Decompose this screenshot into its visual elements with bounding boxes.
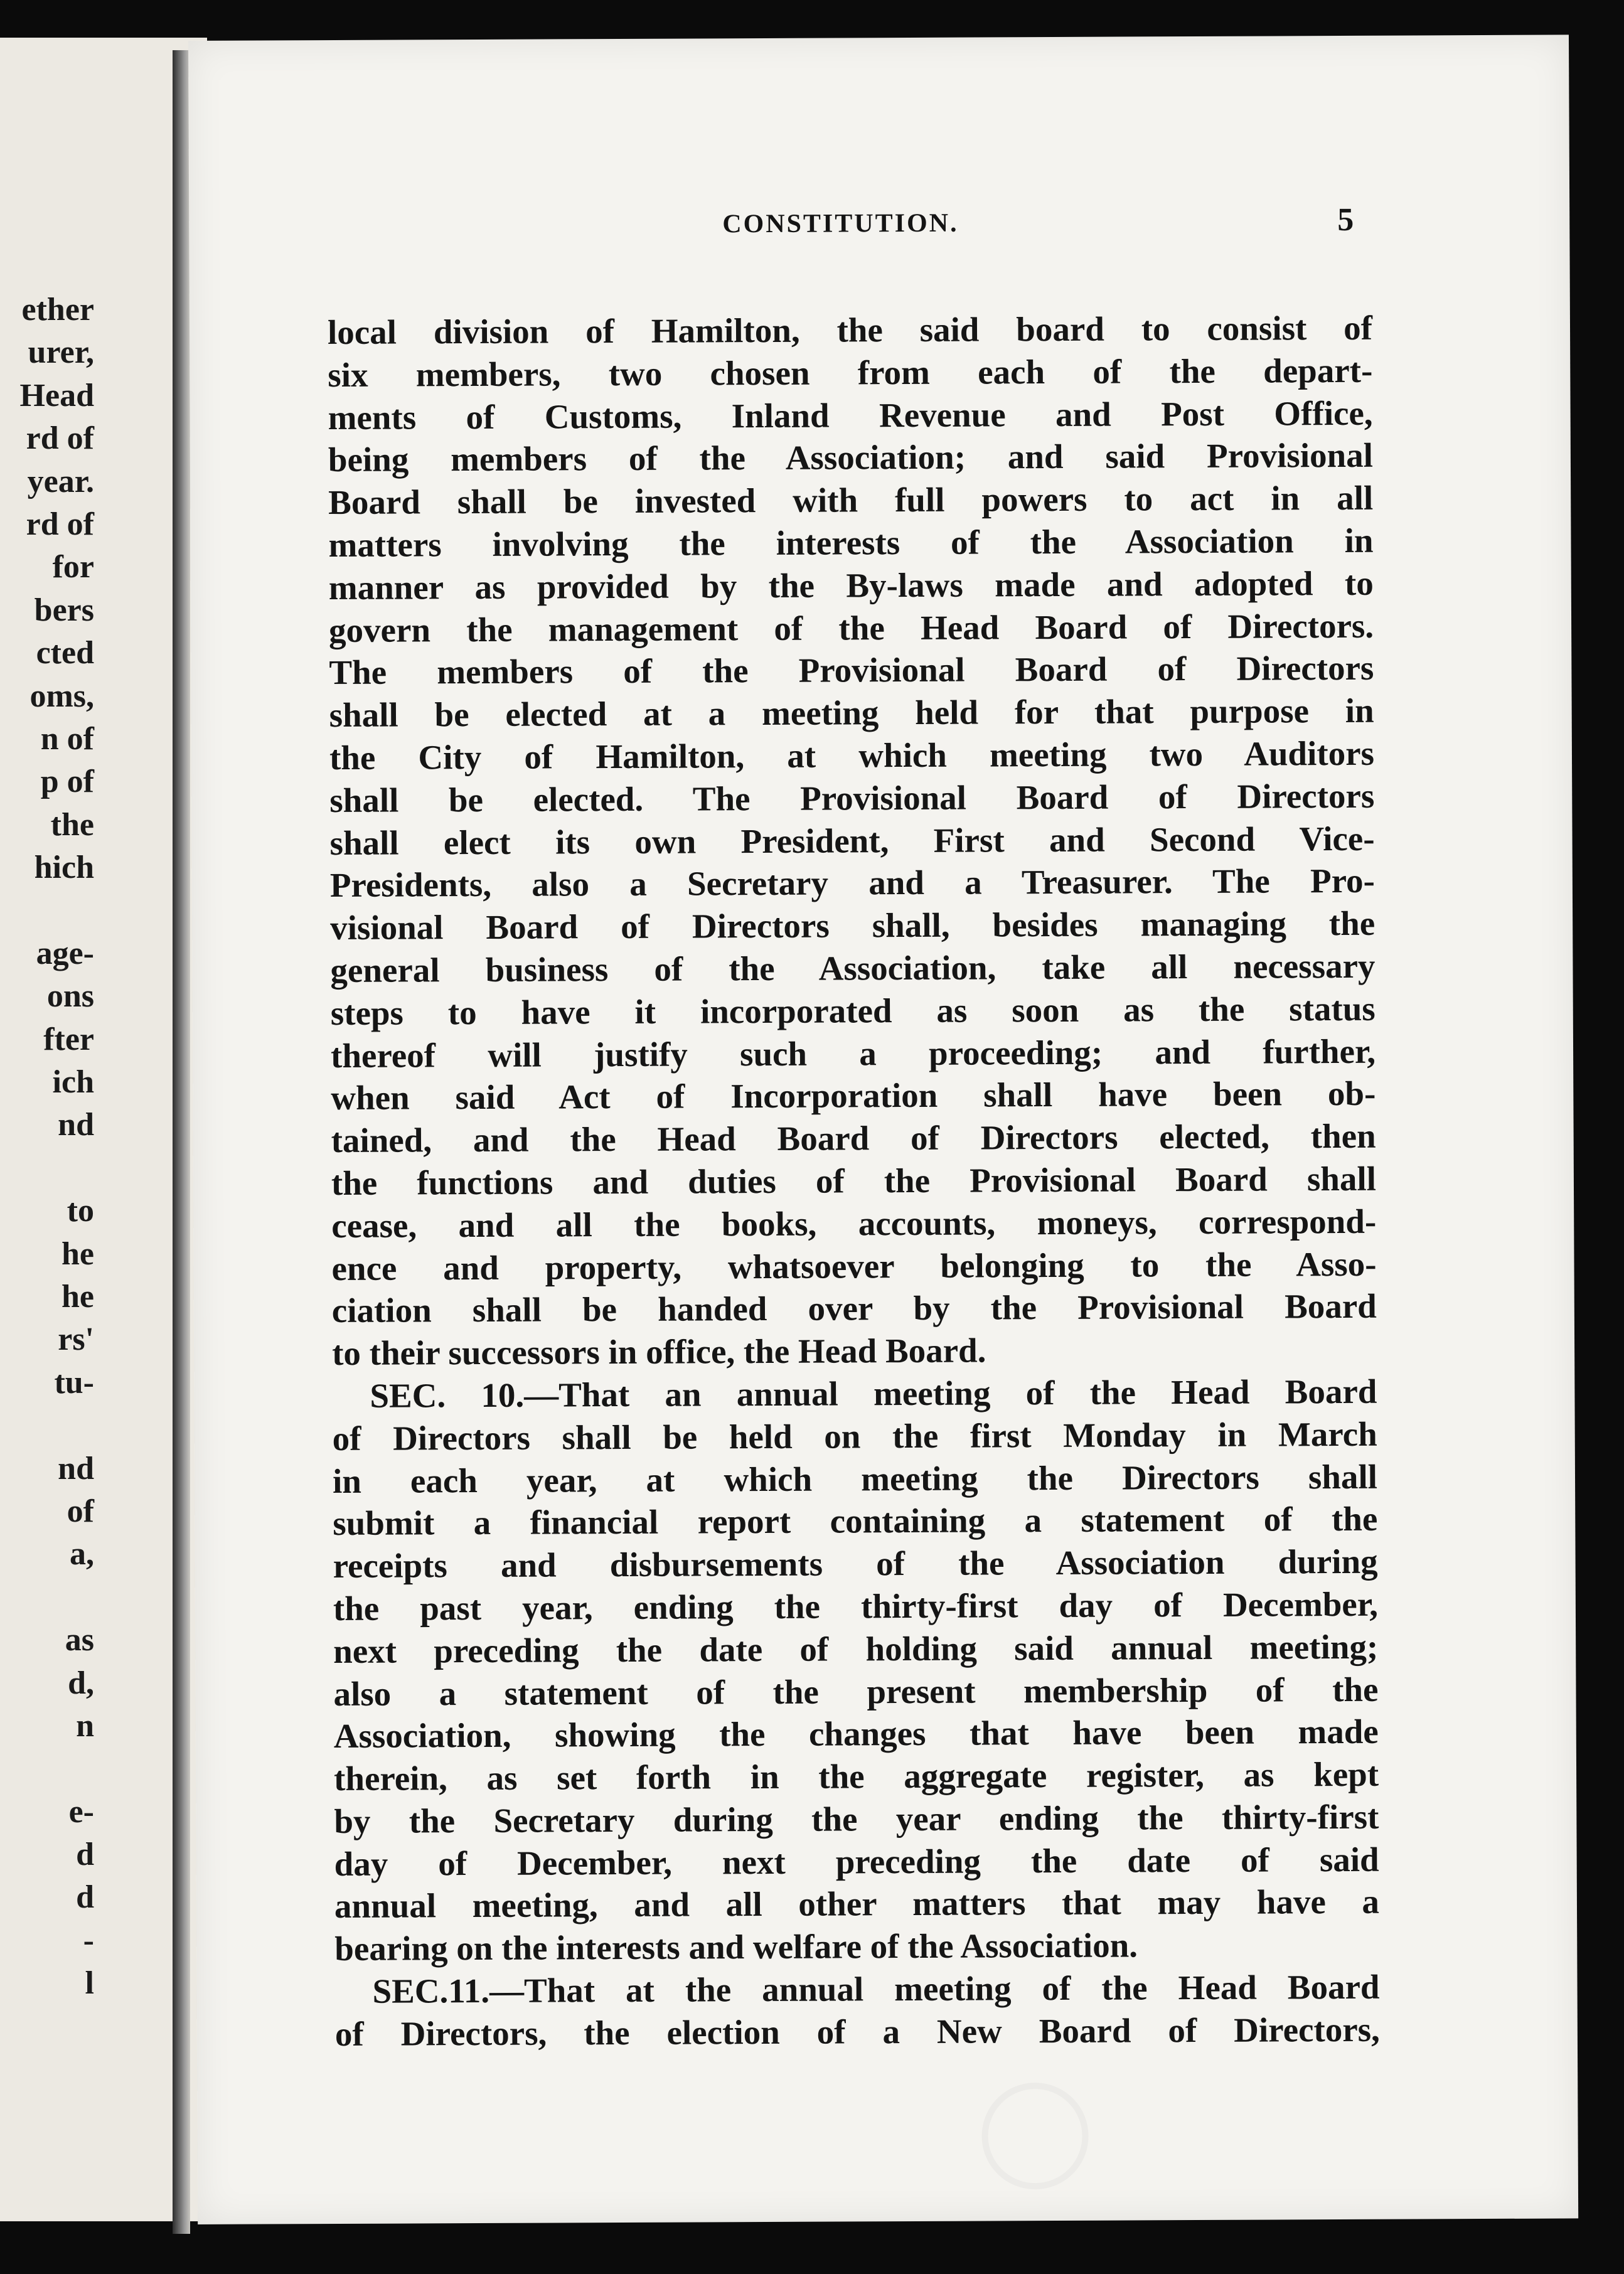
text-line: matters involving the interests of the Association in [328,521,1374,565]
text-line: by the Secretary during the year ending the thirty-first [334,1797,1379,1840]
text-line: steps to have it incorporated as soon as the status [330,989,1376,1032]
text-line: Association, showing the changes that have been made [333,1712,1379,1756]
facing-page-fragment: ether [21,292,94,328]
facing-page-fragment: fter [43,1021,94,1057]
text-line: thereof will justify such a proceeding; and further, [330,1032,1376,1075]
facing-page-fragment: bers [34,592,94,628]
facing-page-fragment: Head [19,377,94,414]
facing-page-fragment: d [76,1837,94,1873]
facing-page-fragment: to [67,1193,94,1229]
text-line: cease, and all the books, accounts, moneys, correspond- [331,1202,1377,1245]
facing-page-fragment: e- [68,1793,94,1830]
facing-page-fragment [0,1404,94,1447]
facing-page-fragment: he [61,1236,94,1272]
text-line: therein, as set forth in the aggregate register, as kept [333,1754,1379,1798]
text-line: bearing on the interests and welfare of the Association. [334,1926,1138,1968]
text-line: of Directors, the election of a New Board of Directors, [334,2010,1380,2053]
facing-page-fragment: rd of [26,506,94,542]
facing-page-fragment: p of [40,764,94,800]
facing-page-fragment [0,1576,94,1619]
paper-stain-mark [981,2083,1089,2190]
facing-page-fragment: n of [40,720,94,757]
text-line: being members of the Association; and said Provisional [328,436,1374,479]
facing-page-fragment: urer, [28,334,94,371]
text-line: shall be elected. The Provisional Board of Directors [329,776,1375,819]
text-line: day of December, next preceding the date of said [334,1840,1379,1883]
facing-page-fragment: the [50,806,94,843]
facing-page-fragment [0,1147,94,1190]
text-line: ciation shall be handed over by the Provisional Board [331,1287,1377,1330]
text-line: of Directors shall be held on the first Monday in March [332,1414,1377,1458]
book-page [188,35,1578,2224]
page-number: 5 [1337,201,1354,238]
text-line: manner as provided by the By-laws made and adopted to [328,563,1374,607]
text-line: general business of the Association, take all necessary [330,946,1376,990]
facing-page-fragment: l [85,1965,94,2002]
text-line: next preceding the date of holding said annual meeting; [333,1627,1379,1670]
facing-page-fragment [0,889,94,932]
facing-page-fragment: ich [52,1064,94,1101]
section-10-first-line: SEC. 10.—That an annual meeting of the Head Board [370,1372,1377,1415]
facing-page-fragment: - [83,1922,94,1958]
facing-page-fragment: a, [70,1536,94,1572]
facing-page-fragment: rs' [58,1321,94,1358]
text-line: the past year, ending the thirty-first day of December, [333,1584,1379,1628]
facing-page-fragment: of [67,1493,94,1529]
text-line: six members, two chosen from each of the depart- [328,351,1373,394]
text-line: also a statement of the present membership of the [333,1670,1379,1713]
body-text [328,307,1380,2056]
text-line: ence and property, whatsoever belonging to the Asso- [331,1244,1377,1288]
facing-page-fragment: cted [36,635,94,671]
facing-page-fragment: oms, [29,678,94,714]
text-line: when said Act of Incorporation shall have been ob- [331,1074,1376,1118]
text-line: shall elect its own President, First and Second Vice- [329,819,1375,862]
text-line: The members of the Provisional Board of Directors [329,649,1374,692]
text-line: govern the management of the Head Board of Directors. [328,606,1374,649]
facing-page-fragment: age- [36,935,94,971]
text-line: tained, and the Head Board of Directors elected, then [331,1116,1376,1160]
text-line: to their successors in office, the Head Board. [331,1331,986,1373]
facing-page-fragment: rd of [26,420,94,457]
text-line: the City of Hamilton, at which meeting two Auditors [329,734,1375,777]
facing-page-fragment: nd [58,1450,94,1487]
text-line: submit a financial report containing a statement of the [333,1500,1378,1543]
facing-page-fragment: as [65,1622,94,1658]
facing-page-fragment: tu- [54,1364,94,1401]
facing-page-fragment: d [76,1879,94,1916]
facing-page-fragment: hich [34,850,94,886]
facing-page-fragment: n [76,1707,94,1744]
facing-page-fragment [0,1748,94,1790]
text-line: receipts and disbursements of the Association during [333,1542,1378,1586]
text-line: visional Board of Directors shall, besides managing the [330,904,1376,948]
facing-page-fragment: d, [68,1665,94,1701]
book-gutter [173,50,190,2234]
section-11-first-line: SEC.11.—That at the annual meeting of the Head Board [372,1967,1380,2010]
facing-page-fragment: year. [27,463,94,499]
text-line: annual meeting, and all other matters that may have a [334,1882,1380,1926]
facing-page-fragment: nd [58,1107,94,1143]
text-line: local division of Hamilton, the said board to consist of [327,308,1373,352]
text-line: shall be elected at a meeting held for that purpose in [329,691,1374,735]
facing-page-text-fragments [0,289,94,2005]
facing-page-fragment: he [61,1278,94,1315]
facing-page-fragment: for [52,549,94,585]
facing-page-fragment: ons [46,978,94,1015]
text-line: Board shall be invested with full powers to act in all [328,478,1374,522]
text-line: the functions and duties of the Provisional Board shall [331,1159,1377,1202]
text-line: Presidents, also a Secretary and a Treasurer. The Pro- [329,862,1375,905]
running-head: CONSTITUTION. [722,208,959,239]
text-line: ments of Customs, Inland Revenue and Post Office, [328,393,1373,437]
page-header [189,201,1569,262]
text-line: in each year, at which meeting the Directors shall [332,1457,1378,1500]
